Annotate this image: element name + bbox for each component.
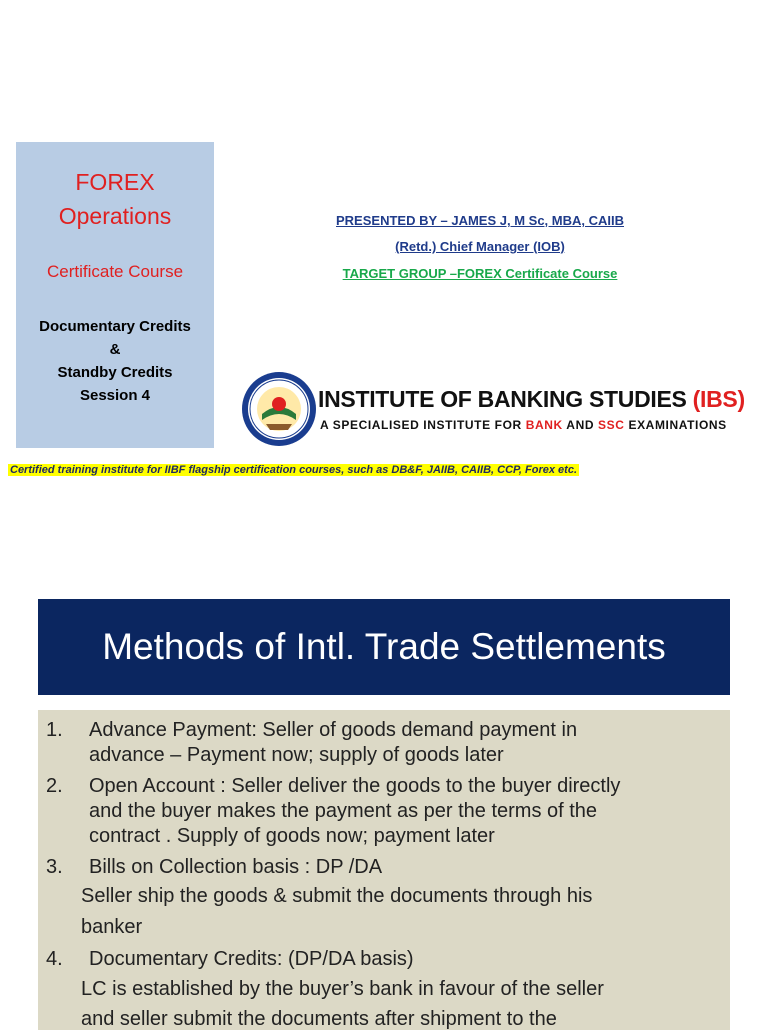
presenter-designation: (Retd.) Chief Manager (IOB): [395, 239, 565, 254]
title-standby-credits: Standby Credits: [57, 364, 173, 381]
title-card: [16, 142, 214, 448]
institute-abbr: (IBS): [692, 386, 745, 412]
tagline-and: AND: [566, 418, 595, 432]
slide-title: Methods of Intl. Trade Settlements: [38, 599, 730, 695]
item-number: 3.: [46, 856, 63, 878]
item-text: and the buyer makes the payment as per the terms of the: [89, 800, 598, 822]
title-session-block: [16, 315, 214, 407]
presenter-line: PRESENTED BY – JAMES J, M Sc, MBA, CAIIB: [336, 213, 624, 228]
item-text: Bills on Collection basis : DP /DA: [89, 856, 383, 878]
tagline-bank: BANK: [525, 418, 563, 432]
title-operations: Operations: [58, 203, 172, 229]
tagline-prefix: A SPECIALISED INSTITUTE FOR: [320, 418, 522, 432]
item-continuation: LC is established by the buyer’s bank in favour of the seller: [81, 978, 604, 1000]
title-ampersand: &: [109, 341, 121, 358]
tagline-ssc: SSC: [598, 418, 625, 432]
institute-name-text: INSTITUTE OF BANKING STUDIES: [318, 386, 687, 412]
title-certificate-course: Certificate Course: [46, 262, 184, 281]
slide-body: [38, 710, 730, 1030]
target-group: TARGET GROUP –FOREX Certificate Course: [342, 266, 618, 281]
institute-name: [318, 386, 745, 413]
item-continuation: banker: [81, 916, 143, 938]
item-number: 2.: [46, 775, 63, 797]
title-session: Session 4: [79, 387, 151, 404]
item-text: contract . Supply of goods now; payment later: [89, 825, 495, 847]
item-text: Advance Payment: Seller of goods demand payment in: [89, 719, 578, 741]
tagline-suffix: EXAMINATIONS: [628, 418, 727, 432]
item-text: Documentary Credits: (DP/DA basis): [89, 948, 414, 970]
item-continuation: and seller submit the documents after shipment to the: [81, 1008, 557, 1030]
item-text: Open Account : Seller deliver the goods to the buyer directly: [89, 775, 621, 797]
ibs-seal-logo-icon: [240, 370, 318, 448]
institute-tagline: [320, 418, 727, 432]
certified-banner: Certified training institute for IIBF flagship certification courses, such as DB&F, JAIIB, CAIIB, CCP, Forex etc.: [10, 464, 578, 476]
item-number: 4.: [46, 948, 63, 970]
item-number: 1.: [46, 719, 63, 741]
title-forex: FOREX: [75, 169, 155, 195]
title-documentary-credits: Documentary Credits: [39, 318, 191, 335]
item-continuation: Seller ship the goods & submit the documents through his: [81, 885, 593, 907]
item-text: advance – Payment now; supply of goods later: [89, 744, 504, 766]
